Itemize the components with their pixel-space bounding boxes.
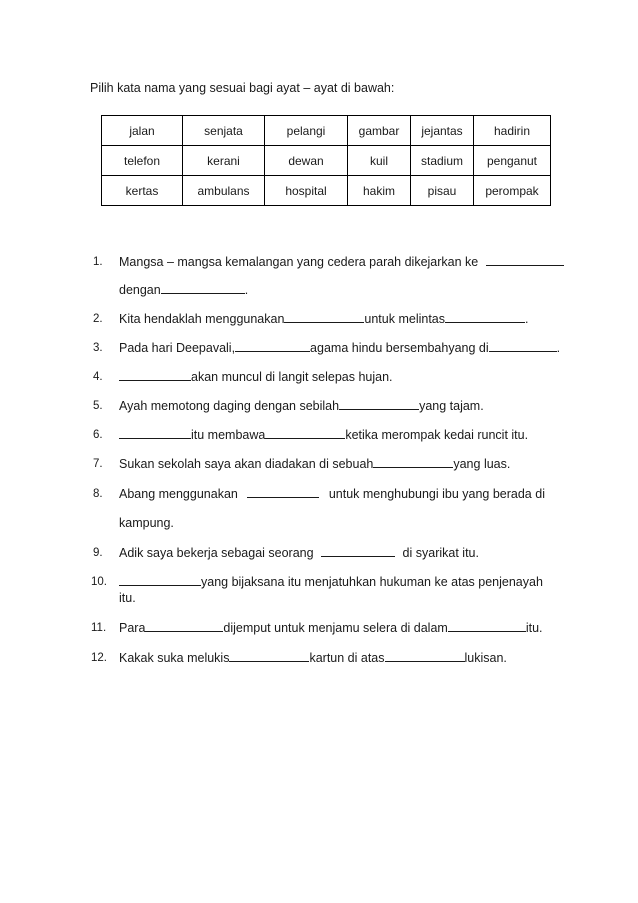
question-text: lukisan. [464, 651, 507, 665]
word-cell: perompak [474, 176, 551, 206]
answer-blank[interactable] [445, 310, 525, 323]
question-number: 1. [93, 256, 103, 268]
question-8-line-2 [119, 515, 174, 531]
question-text: ketika merompak kedai runcit itu. [345, 428, 529, 442]
question-text: yang bijaksana itu menjatuhkan hukuman ke atas penjenayah [201, 575, 543, 589]
word-cell: gambar [348, 116, 411, 146]
question-text: Ayah memotong daging dengan sebilah [119, 399, 340, 413]
question-text: akan muncul di langit selepas hujan. [191, 370, 393, 384]
question-10-line-2 [119, 590, 136, 606]
question-text: yang tajam. [419, 399, 484, 413]
answer-blank[interactable] [161, 281, 245, 294]
question-text: yang luas. [453, 457, 511, 471]
word-cell: penganut [474, 146, 551, 176]
answer-blank[interactable] [385, 649, 465, 662]
question-9-line-1 [119, 544, 479, 561]
question-text: Kita hendaklah menggunakan [119, 312, 285, 326]
question-number: 12. [91, 652, 107, 664]
question-text: . [525, 312, 529, 326]
question-11-line-1 [119, 619, 543, 636]
question-text: untuk melintas [364, 312, 446, 326]
question-1-line-1 [119, 253, 564, 270]
word-cell: hadirin [474, 116, 551, 146]
question-number: 10. [91, 576, 107, 588]
question-text: itu. [525, 621, 543, 635]
question-10-line-1 [119, 573, 543, 590]
instruction-text: Pilih kata nama yang sesuai bagi ayat – ayat di bawah: [90, 81, 395, 95]
word-cell: telefon [102, 146, 183, 176]
answer-blank[interactable] [119, 368, 191, 381]
question-text: itu membawa [191, 428, 266, 442]
question-6-line-1 [119, 426, 528, 443]
word-cell: stadium [411, 146, 474, 176]
word-cell: hospital [265, 176, 348, 206]
answer-blank[interactable] [119, 426, 191, 439]
answer-blank[interactable] [373, 455, 453, 468]
answer-blank[interactable] [145, 619, 223, 632]
question-number: 8. [93, 488, 103, 500]
answer-blank[interactable] [247, 485, 319, 498]
answer-blank[interactable] [339, 397, 419, 410]
question-1-line-2 [119, 281, 248, 298]
question-number: 11. [91, 622, 107, 634]
question-text: untuk menghubungi ibu yang berada di [328, 487, 545, 501]
word-cell: kerani [183, 146, 265, 176]
answer-blank[interactable] [229, 649, 309, 662]
question-text: Adik saya bekerja sebagai seorang [119, 546, 314, 560]
question-7-line-1 [119, 455, 510, 472]
answer-blank[interactable] [486, 253, 564, 266]
question-text: kampung. [119, 516, 174, 530]
question-text: Para [119, 621, 146, 635]
question-number: 4. [93, 371, 103, 383]
question-3-line-1 [119, 339, 560, 356]
answer-blank[interactable] [265, 426, 345, 439]
question-text: kartun di atas [309, 651, 385, 665]
question-text: Abang menggunakan [119, 487, 238, 501]
question-4-line-1 [119, 368, 393, 385]
word-cell: senjata [183, 116, 265, 146]
answer-blank[interactable] [235, 339, 310, 352]
question-number: 9. [93, 547, 103, 559]
answer-blank[interactable] [119, 573, 201, 586]
question-text: agama hindu bersembahyang di [310, 341, 489, 355]
answer-blank[interactable] [448, 619, 526, 632]
word-cell: pisau [411, 176, 474, 206]
question-text: Mangsa – mangsa kemalangan yang cedera parah dikejarkan ke [119, 255, 479, 269]
question-text: Kakak suka melukis [119, 651, 230, 665]
question-8-line-1 [119, 485, 545, 502]
question-text: di syarikat itu. [402, 546, 479, 560]
question-number: 7. [93, 458, 103, 470]
question-text: . [556, 341, 561, 355]
question-12-line-1 [119, 649, 507, 666]
question-text: . [244, 283, 249, 297]
answer-blank[interactable] [489, 339, 557, 352]
question-number: 5. [93, 400, 103, 412]
word-cell: ambulans [183, 176, 265, 206]
word-cell: kertas [102, 176, 183, 206]
question-number: 6. [93, 429, 103, 441]
question-2-line-1 [119, 310, 529, 327]
word-cell: hakim [348, 176, 411, 206]
question-text: dijemput untuk menjamu selera di dalam [223, 621, 448, 635]
question-text: Sukan sekolah saya akan diadakan di sebuah [119, 457, 374, 471]
question-number: 2. [93, 313, 103, 325]
question-number: 3. [93, 342, 103, 354]
word-cell: dewan [265, 146, 348, 176]
word-cell: pelangi [265, 116, 348, 146]
question-text: Pada hari Deepavali, [119, 341, 236, 355]
question-5-line-1 [119, 397, 484, 414]
word-cell: jejantas [411, 116, 474, 146]
answer-blank[interactable] [321, 544, 395, 557]
question-text: itu. [119, 591, 136, 605]
word-cell: jalan [102, 116, 183, 146]
answer-blank[interactable] [284, 310, 364, 323]
word-cell: kuil [348, 146, 411, 176]
question-text: dengan [119, 283, 161, 297]
